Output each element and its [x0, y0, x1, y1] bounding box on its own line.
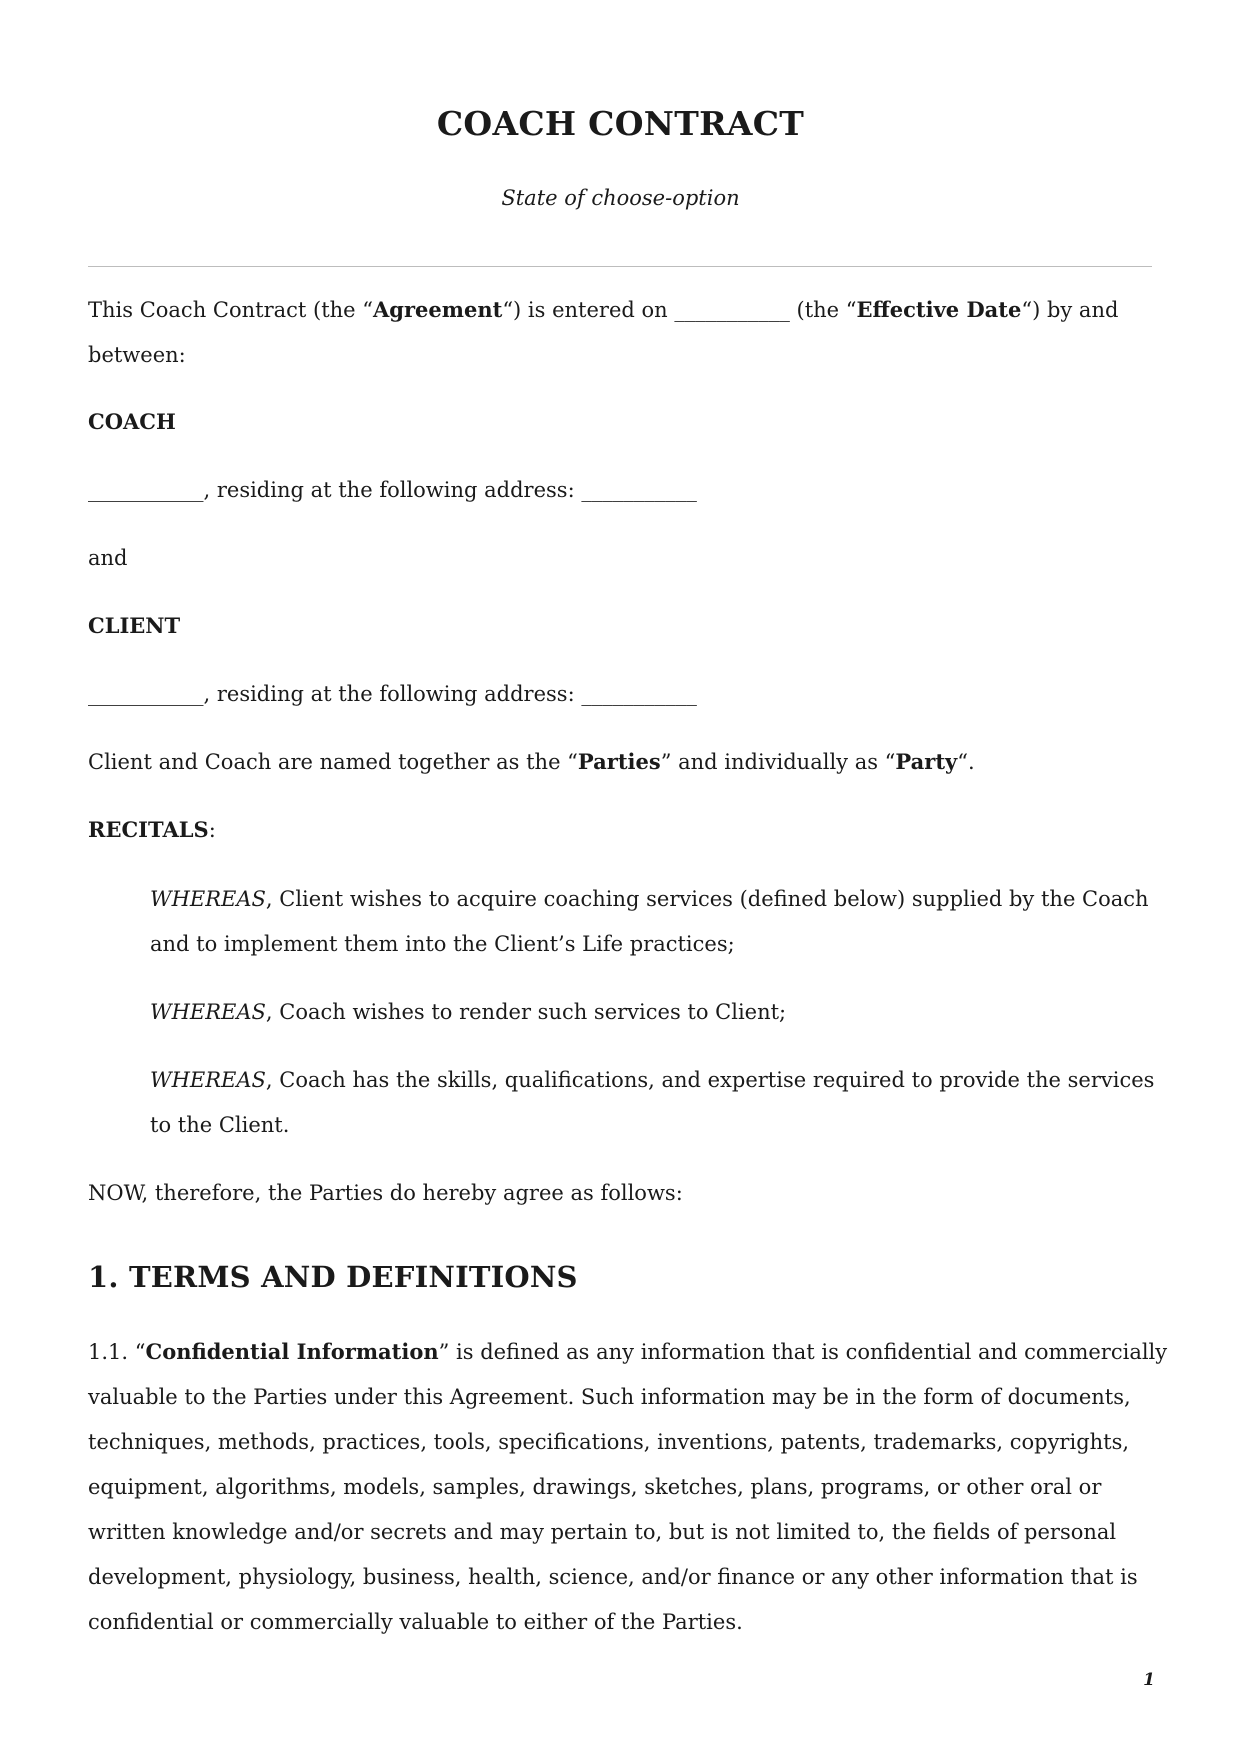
intro-text: “) by and — [1021, 298, 1119, 322]
recital-1-line-2: and to implement them into the Client’s Life practices; — [150, 932, 735, 956]
clause-1-1-line-6: development, physiology, business, health, science, and/or finance or any other information that is — [88, 1565, 1138, 1589]
confidential-information-term: Confidential Information — [145, 1339, 439, 1364]
whereas-word: WHEREAS — [150, 1068, 266, 1092]
recitals-label — [88, 807, 1158, 853]
document-subtitle: State of choose-option — [501, 186, 740, 210]
section-1-heading: 1. TERMS AND DEFINITIONS — [88, 1260, 578, 1294]
clause-1-1-line-4: equipment, algorithms, models, samples, drawings, sketches, plans, programs, or other oral or — [88, 1475, 1102, 1499]
agreement-term: Agreement — [373, 297, 503, 322]
recitals-colon: : — [208, 818, 216, 842]
whereas-word: WHEREAS — [150, 1000, 266, 1024]
page-number: 1 — [1143, 1670, 1155, 1690]
whereas-word: WHEREAS — [150, 887, 266, 911]
recital-1-line-1 — [150, 876, 1150, 922]
clause-1-1-line-5: written knowledge and/or secrets and may pertain to, but is not limited to, the fields of personal — [88, 1520, 1117, 1544]
client-address-line: ___________, residing at the following address: ___________ — [88, 682, 697, 706]
parties-text: Client and Coach are named together as the “ — [88, 750, 578, 774]
recital-3-line-2: to the Client. — [150, 1113, 290, 1137]
header-divider — [88, 266, 1152, 267]
intro-line-2: between: — [88, 343, 186, 367]
coach-label-text: COACH — [88, 409, 176, 434]
client-label — [88, 603, 1158, 649]
recital-text: , Coach wishes to render such services to Client; — [265, 1000, 787, 1024]
party-term: Party — [895, 749, 958, 774]
clause-number: 1.1. “ — [88, 1340, 146, 1364]
client-label-text: CLIENT — [88, 613, 181, 638]
clause-text: ” is defined as any information that is confidential and commercially — [438, 1340, 1168, 1364]
clause-1-1-line-2: valuable to the Parties under this Agreement. Such information may be in the form of documents, — [88, 1385, 1131, 1409]
coach-label — [88, 399, 1158, 445]
recitals-label-text: RECITALS — [88, 817, 209, 842]
recital-text: , Client wishes to acquire coaching services (defined below) supplied by the Coach — [265, 887, 1149, 911]
and-text: and — [88, 546, 128, 570]
parties-text: ” and individually as “ — [660, 750, 896, 774]
intro-text: This Coach Contract (the “ — [88, 298, 373, 322]
recital-3-line-1 — [150, 1057, 1155, 1103]
parties-text: “. — [957, 750, 975, 774]
recital-text: , Coach has the skills, qualifications, and expertise required to provide the services — [265, 1068, 1155, 1092]
effective-date-term: Effective Date — [856, 297, 1022, 322]
now-therefore-text: NOW, therefore, the Parties do hereby agree as follows: — [88, 1181, 683, 1205]
clause-1-1-line-3: techniques, methods, practices, tools, specifications, inventions, patents, trademarks, copyrights, — [88, 1430, 1130, 1454]
clause-1-1-line-1 — [88, 1329, 1168, 1375]
parties-definition — [88, 739, 1158, 785]
document-title: COACH CONTRACT — [436, 104, 805, 143]
parties-term: Parties — [577, 749, 661, 774]
intro-line-1 — [88, 287, 1158, 333]
recital-2-line-1 — [150, 989, 1150, 1035]
coach-address-line: ___________, residing at the following address: ___________ — [88, 478, 697, 502]
intro-text: “) is entered on ___________ (the “ — [502, 298, 857, 322]
clause-1-1-line-7: confidential or commercially valuable to either of the Parties. — [88, 1610, 743, 1634]
